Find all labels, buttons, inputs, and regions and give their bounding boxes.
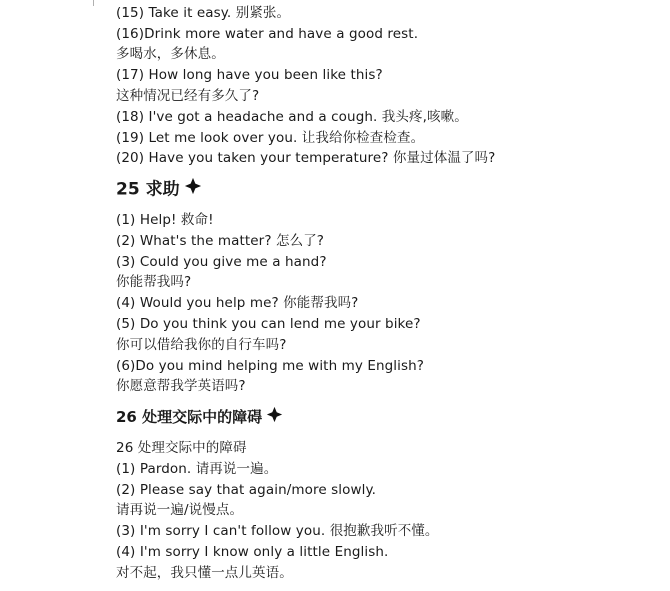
text-line: 这种情况已经有多久了? (116, 88, 260, 104)
text-line: 你可以借给我你的自行车吗? (116, 337, 287, 353)
section-26-heading (116, 406, 283, 429)
text-line: 对不起，我只懂一点儿英语。 (116, 565, 293, 581)
text-line: (16)Drink more water and have a good rest. (116, 26, 419, 42)
text-line: (3) I'm sorry I can't follow you. 很抱歉我听不懂。 (116, 523, 439, 539)
text-line: (17) How long have you been like this? (116, 67, 383, 83)
text-line: (1) Pardon. 请再说一遍。 (116, 461, 278, 477)
section-26-title: 26 处理交际中的障碍 (116, 408, 263, 426)
text-line: 多喝水，多休息。 (116, 46, 225, 62)
text-line: (2) Please say that again/more slowly. (116, 482, 377, 498)
text-line: 请再说一遍/说慢点。 (116, 502, 244, 518)
four-point-star-icon (266, 406, 283, 429)
text-line: (20) Have you taken your temperature? 你量过体温了吗? (116, 150, 496, 166)
section-25-heading (116, 177, 202, 202)
margin-rule (93, 0, 94, 6)
text-line: (18) I've got a headache and a cough. 我头疼,咳嗽。 (116, 109, 468, 125)
text-line: (5) Do you think you can lend me your bike? (116, 316, 421, 332)
text-line: (6)Do you mind helping me with my English? (116, 358, 425, 374)
text-line: (4) Would you help me? 你能帮我吗? (116, 295, 359, 311)
four-point-star-icon (184, 177, 202, 202)
text-line: (4) I'm sorry I know only a little English. (116, 544, 389, 560)
text-line: (3) Could you give me a hand? (116, 254, 327, 270)
section-25-title: 25 求助 (116, 179, 180, 200)
text-line: 你愿意帮我学英语吗? (116, 378, 246, 394)
text-line: (2) What's the matter? 怎么了? (116, 233, 325, 249)
text-line: 26 处理交际中的障碍 (116, 440, 247, 456)
text-line: (15) Take it easy. 别紧张。 (116, 5, 291, 21)
text-line: 你能帮我吗? (116, 274, 192, 290)
text-line: (19) Let me look over you. 让我给你检查检查。 (116, 130, 425, 146)
text-line: (1) Help! 救命! (116, 212, 214, 228)
